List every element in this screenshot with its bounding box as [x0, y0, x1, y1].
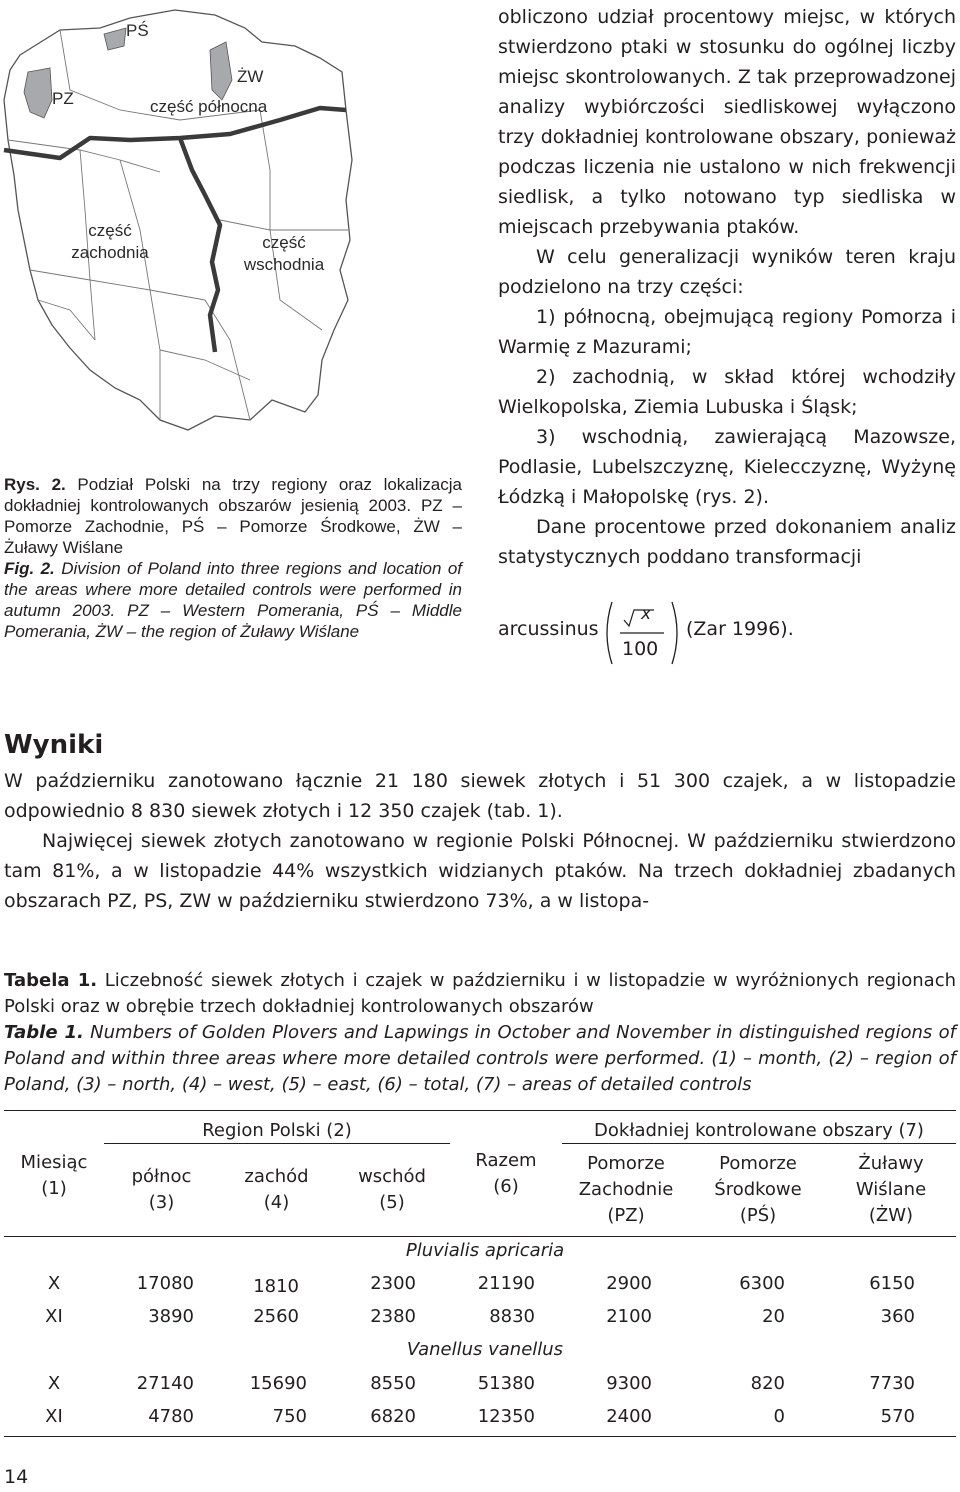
header-areas-group: Dokładniej kontrolowane obszary (7) [594, 1120, 924, 1141]
poland-regions-map [0, 0, 360, 460]
paragraph-1: obliczono udział procentowy miejsc, w których stwierdzono ptaki w stosunku do ogólnej liczby miejsc skontrolowanych. Z tak przeprowadzonej analizy wybiórczości siedliskowej wyłączono trzy dokładniej kontrolowane obszary, ponieważ podczas liczenia nie ustalono w nich frekwencji siedlisk, a tylko notowano typ siedliska w miejscach przebywania ptaków. [498, 6, 956, 238]
table-cell: 21190 [477, 1273, 535, 1294]
table-cell: 8550 [370, 1373, 416, 1394]
table-cell: X [47, 1273, 61, 1294]
table-caption-pl [4, 968, 956, 1020]
header-ps [690, 1151, 826, 1229]
map-label-east-line1: część [262, 233, 306, 252]
header-ps-line3: (PŚ) [739, 1205, 777, 1226]
header-pz [562, 1151, 690, 1229]
right-column-text [498, 2, 956, 572]
header-month-num: (1) [41, 1178, 67, 1199]
header-north-num: (3) [148, 1192, 175, 1213]
header-west-num: (4) [263, 1192, 290, 1213]
table-cell: 2400 [606, 1406, 652, 1427]
results-paragraph-2: Najwięcej siewek złotych zanotowano w regionie Polski Północnej. W październiku stwierdzono tam 81%, a w listopadzie 44% wszystkich widzianych ptaków. Na trzech dokładniej zbadanych obszarach PZ, PS, ZW w październiku stwierdzono 73%, a w listopa- [4, 830, 956, 912]
table-bottom-rule [4, 1436, 956, 1437]
header-east [334, 1164, 450, 1216]
table-caption-pl-text: Liczebność siewek złotych i czajek w październiku i w listopadzie w wyróżnionych regionach Polski oraz w obrębie trzech dokładniej kontrolowanych obszarów [4, 970, 956, 1017]
table-cell: 17080 [136, 1273, 194, 1294]
table-caption-en [4, 1020, 956, 1098]
table-cell: 7730 [869, 1373, 915, 1394]
map-label-north: część północna [150, 97, 268, 116]
header-east-num: (5) [379, 1192, 405, 1213]
paragraph-2: W celu generalizacji wyników teren kraju podzielono na trzy części: [498, 246, 956, 298]
map-label-west [62, 220, 158, 264]
table-cell: 4780 [148, 1406, 194, 1427]
table-cell: 360 [880, 1306, 915, 1327]
paragraph-3: 1) północną, obejmującą regiony Pomorza i Warmię z Mazurami; [498, 306, 956, 358]
table-caption [4, 968, 956, 1098]
table-cell: 750 [272, 1406, 307, 1427]
header-pz-line3: (PZ) [607, 1205, 645, 1226]
header-north-label: północ [131, 1166, 192, 1187]
map-label-zw: ŻW [237, 67, 264, 86]
table-cell: 8830 [489, 1306, 535, 1327]
table-cell: X [47, 1373, 61, 1394]
formula-reference: (Zar 1996). [686, 618, 794, 640]
table-cell: 570 [880, 1406, 915, 1427]
table-cell: 6300 [739, 1273, 785, 1294]
table-cell: 2560 [253, 1306, 299, 1327]
table-cell: XI [45, 1406, 63, 1427]
paragraph-4: 2) zachodnią, w skład której wchodziły Wielkopolska, Ziemia Lubuska i Śląsk; [498, 366, 956, 418]
table-cell: 6820 [370, 1406, 416, 1427]
table-cell: 2380 [370, 1306, 416, 1327]
table-cell: 820 [750, 1373, 785, 1394]
table-cell: XI [45, 1306, 63, 1327]
formula-function: arcussinus [498, 618, 599, 640]
header-total [450, 1148, 562, 1200]
table-cell: 6150 [869, 1273, 915, 1294]
header-west-label: zachód [244, 1166, 309, 1187]
figure-caption-pl-lead: Rys. 2. [4, 475, 66, 494]
formula-denominator: 100 [622, 638, 659, 660]
table-caption-en-text: Numbers of Golden Plovers and Lapwings in October and November in distinguished regions of Poland and within three areas where more detailed controls were performed. (1) – month, (2) – region of Poland, (3) – north, (4) – west, (5) – east, (6) – total, (7) – areas of detailed controls [4, 1022, 956, 1095]
species-vanellus: Vanellus vanellus [406, 1339, 564, 1360]
header-zw [826, 1151, 956, 1229]
map-label-west-line1: część [88, 221, 132, 240]
figure-caption-pl-text: Podział Polski na trzy regiony oraz lokalizacja dokładniej kontrolowanych obszarów jesienią 2003. PZ – Pomorze Zachodnie, PŚ – Pomorze Środkowe, ŻW – Żuławy Wiślane [4, 475, 462, 557]
paragraph-6: Dane procentowe przed dokonaniem analiz statystycznych poddano transformacji [498, 516, 956, 568]
figure-caption-en-lead: Fig. 2. [4, 559, 55, 578]
map-label-ps: PŚ [126, 21, 149, 40]
table-cell: 15690 [249, 1373, 307, 1394]
table-top-rule [4, 1110, 956, 1111]
figure-caption-pl [4, 474, 462, 558]
header-ps-line2: Środkowe [714, 1179, 802, 1200]
table-caption-pl-lead: Tabela 1. [4, 970, 98, 991]
table-cell: 3890 [148, 1306, 194, 1327]
table-cell: 2300 [370, 1273, 416, 1294]
poland-outline [4, 10, 352, 430]
header-east-label: wschód [358, 1166, 426, 1187]
results-paragraph-1: W październiku zanotowano łącznie 21 180 siewek złotych i 51 300 czajek, a w listopadzie odpowiednio 8 830 siewek złotych i 12 350 czajek (tab. 1). [4, 770, 956, 822]
header-bottom-rule [4, 1236, 956, 1237]
map-label-west-line2: zachodnia [71, 243, 149, 262]
map-label-east-line2: wschodnia [243, 255, 325, 274]
header-region-group: Region Polski (2) [202, 1120, 352, 1141]
map-graphic [0, 0, 360, 460]
header-zw-line3: (ŻW) [868, 1205, 914, 1226]
header-north [104, 1164, 219, 1216]
header-month-label: Miesiąc [20, 1152, 88, 1173]
section-title-results: Wyniki [4, 730, 104, 760]
figure-caption-en [4, 558, 462, 642]
species-pluvialis: Pluvialis apricaria [405, 1240, 565, 1261]
table-cell: 51380 [477, 1373, 535, 1394]
table-cell: 0 [773, 1406, 785, 1427]
table-caption-en-lead: Table 1. [4, 1022, 84, 1043]
formula-numerator: x [641, 604, 652, 624]
table-cell: 2100 [606, 1306, 652, 1327]
header-total-num: (6) [493, 1176, 519, 1197]
header-zw-line2: Wiślane [855, 1179, 927, 1200]
table-cell: 27140 [136, 1373, 194, 1394]
header-total-label: Razem [475, 1150, 537, 1171]
arcsine-formula [498, 596, 798, 670]
figure-caption-en-text: Division of Poland into three regions and location of the areas where more detailed controls were performed in autumn 2003. PZ – Western Pomerania, PŚ – Middle Pomerania, ŻW – the region of Żuławy Wiślane [4, 559, 463, 641]
table-cell: 9300 [606, 1373, 652, 1394]
table-cell: 12350 [477, 1406, 535, 1427]
results-text [4, 766, 956, 916]
map-label-pz: PZ [52, 89, 74, 108]
map-label-east [232, 232, 336, 276]
figure-caption [4, 474, 462, 642]
header-zw-line1: Żuławy [858, 1153, 924, 1174]
page-number: 14 [4, 1466, 29, 1488]
table-cell: 1810 [253, 1276, 299, 1297]
header-month [4, 1150, 104, 1202]
table-cell: 20 [762, 1306, 785, 1327]
table-cell: 2900 [606, 1273, 652, 1294]
header-pz-line2: Zachodnie [578, 1179, 674, 1200]
paragraph-5: 3) wschodnią, zawierającą Mazowsze, Podlasie, Lubelszczyznę, Kielecczyznę, Wyżynę Łódzką i Małopolskę (rys. 2). [498, 426, 956, 508]
header-west [219, 1164, 334, 1216]
header-pz-line1: Pomorze [587, 1153, 665, 1174]
header-ps-line1: Pomorze [719, 1153, 797, 1174]
